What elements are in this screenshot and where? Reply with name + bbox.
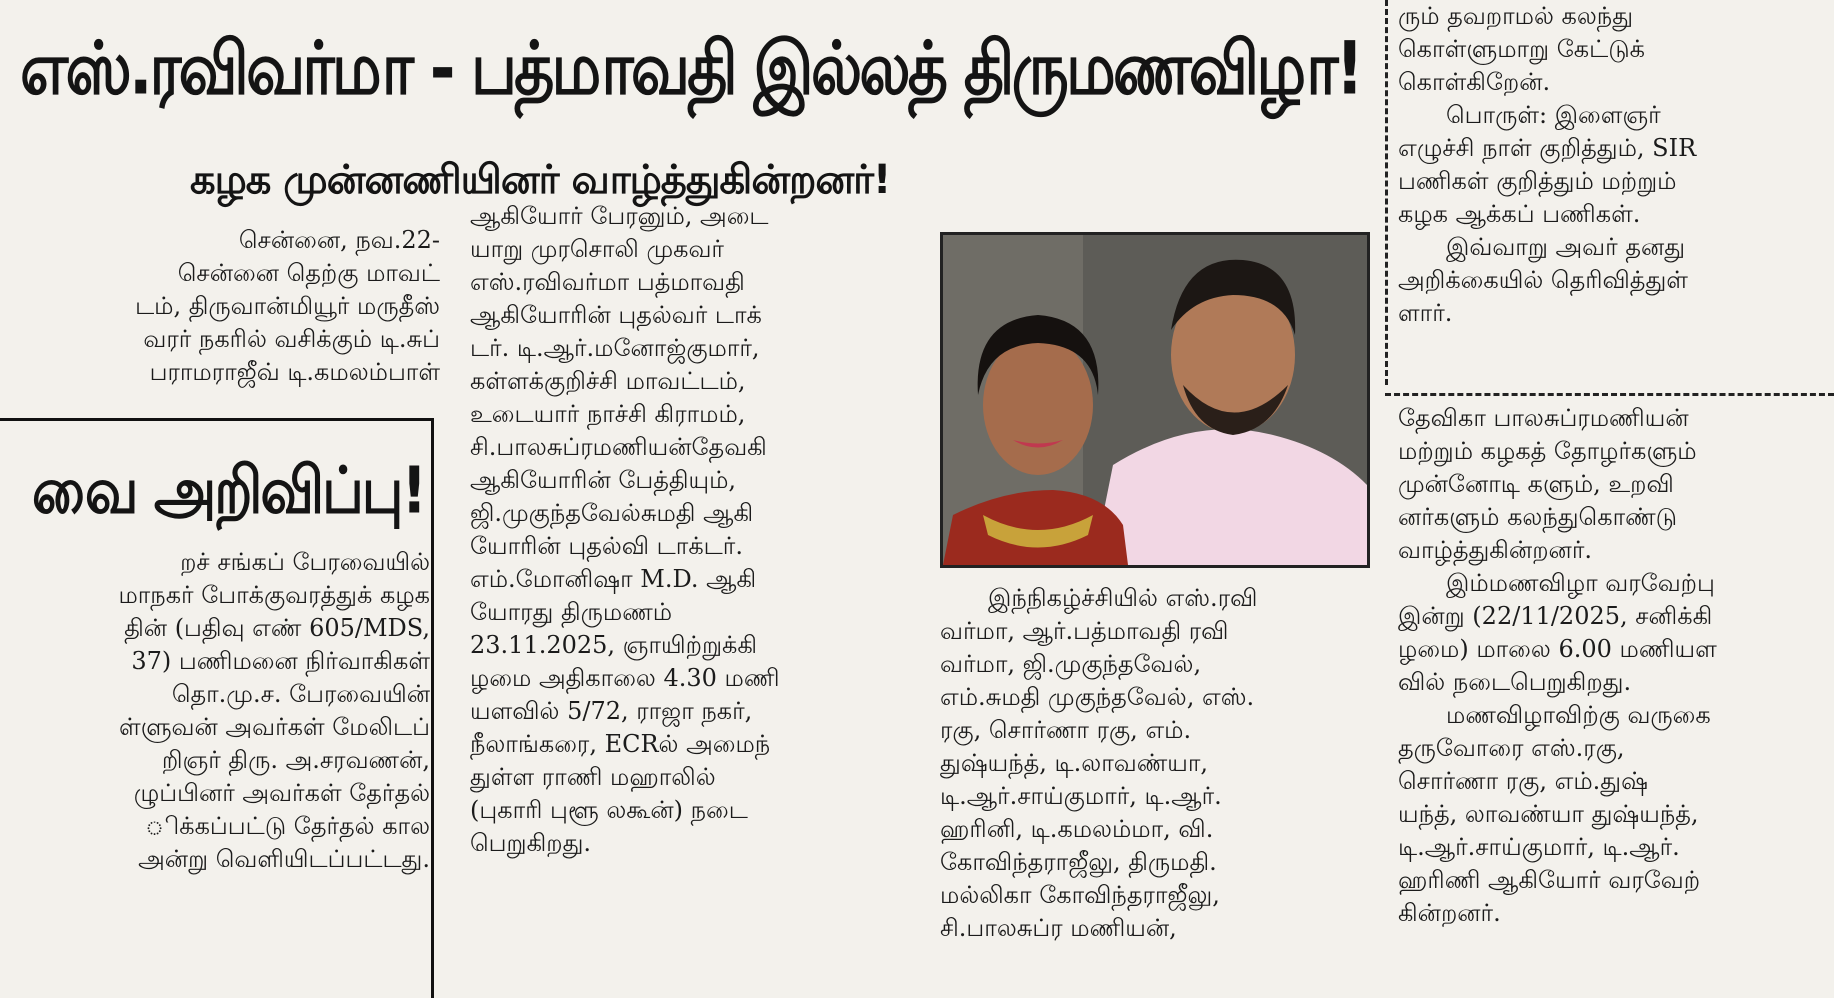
text-line: கள்ளக்குறிச்சி மாவட்டம், [470,367,746,395]
notice-body [0,546,430,876]
subheadline: கழக முன்னணியினர் வாழ்த்துகின்றனர்! [190,157,891,203]
text-line: யோரின் புதல்வி டாக்டர். [470,532,743,560]
notice-line: அன்று வெளியிடப்பட்டது. [138,845,430,873]
text-line: ழமை) மாலை 6.00 மணியள [1398,635,1717,663]
text-line: (புகாரி புளூ லகூன்) நடை [470,796,748,824]
text-line: யோரது திருமணம் [470,598,673,626]
text-line: னர்களும் கலந்துகொண்டு [1398,503,1678,531]
text-line: ஹரிணி ஆகியோர் வரவேற் [1398,866,1701,894]
text-line: ரகு, சொர்ணா ரகு, எம். [940,716,1192,744]
text-line: வர்மா, ஜி.முகுந்தவேல், [940,650,1202,678]
text-line: சி.பாலசுப்ரமணியன்தேவகி [470,433,767,461]
article-column-4 [1398,402,1834,930]
couple-photo [940,232,1370,568]
notice-line: மாநகர் போக்குவரத்துக் கழக [118,581,430,609]
text-line: மல்லிகா கோவிந்தராஜீலு, [940,881,1220,909]
text-line: தருவோரை எஸ்.ரகு, [1398,734,1625,762]
box-article-text [1398,0,1834,330]
text-line: ழமை அதிகாலை 4.30 மணி [470,664,780,692]
notice-line: 37) பணிமனை நிர்வாகிகள் [131,647,430,675]
text-line: யாறு முரசொலி முகவர் [470,235,724,263]
text-line: பணிகள் குறித்தும் மற்றும் [1398,167,1677,195]
text-line: டி.ஆர்.சாய்குமார், டி.ஆர். [1398,833,1680,861]
notice-line: ள்ளுவன் அவர்கள் மேலிடப் [118,713,430,741]
text-line: எம்.சுமதி முகுந்தவேல், எஸ். [940,683,1255,711]
notice-line: றிஞர் திரு. அ.சரவணன், [161,746,430,774]
box-divider-vertical [1385,0,1388,385]
text-line: சொர்ணா ரகு, எம்.துஷ் [1398,767,1648,795]
text-line: இன்று (22/11/2025, சனிக்கி [1398,602,1713,630]
text-line: பொருள்: இளைஞர் [1446,101,1661,129]
text-line: இவ்வாறு அவர் தனது [1446,233,1686,261]
text-line: மற்றும் கழகத் தோழர்களும் [1398,437,1697,465]
notice-line: தொ.மு.ச. பேரவையின் [171,680,430,708]
headline: எஸ்.ரவிவர்மா - பத்மாவதி இல்லத் திருமணவிழா! [20,25,1361,112]
text-line: இந்நிகழ்ச்சியில் எஸ்.ரவி [988,584,1258,612]
text-line: சி.பாலசுப்ர மணியன், [940,914,1177,942]
text-line: யளவில் 5/72, ராஜா நகர், [470,697,753,725]
text-line: பெறுகிறது. [470,829,592,857]
text-line: இம்மணவிழா வரவேற்பு [1446,569,1715,597]
article-column-3 [940,582,1370,945]
text-line: 23.11.2025, ஞாயிற்றுக்கி [470,631,758,659]
text-line: பராமராஜீவ் டி.கமலம்பாள் [149,358,440,386]
text-line: நீலாங்கரை, ECRல் அமைந் [470,730,771,758]
text-line: வில் நடைபெறுகிறது. [1398,668,1632,696]
text-line: கோவிந்தராஜீலு, திருமதி. [940,848,1217,876]
text-line: வாழ்த்துகின்றனர். [1398,536,1592,564]
text-line: டம், திருவான்மியூர் மருதீஸ் [135,292,440,320]
text-line: கழக ஆக்கப் பணிகள். [1398,200,1641,228]
text-line: கொள்ளுமாறு கேட்டுக் [1398,35,1645,63]
text-line: ளார். [1398,299,1453,327]
text-line: சென்னை தெற்கு மாவட் [177,259,440,287]
text-line: டர். டி.ஆர்.மனோஜ்குமார், [470,334,760,362]
text-line: தேவிகா பாலசுப்ரமணியன் [1398,404,1689,432]
text-line: யந்த், லாவண்யா துஷ்யந்த், [1398,800,1699,828]
text-line: ஜி.முகுந்தவேல்சுமதி ஆகி [470,499,754,527]
text-line: உடையார் நாச்சி கிராமம், [470,400,746,428]
text-line: கொள்கிறேன். [1398,68,1551,96]
notice-line: றச் சங்கப் பேரவையில் [180,548,430,576]
text-line: ஆகியோரின் பேத்தியும், [470,466,737,494]
notice-line: ிக்கப்பட்டு தேர்தல் கால [145,812,430,840]
text-line: கின்றனர். [1398,899,1501,927]
text-line: மணவிழாவிற்கு வருகை [1446,701,1711,729]
article-column-1 [0,224,440,389]
notice-line: தின் (பதிவு எண் 605/MDS, [124,614,430,642]
notice-title: வை அறிவிப்பு! [31,453,425,529]
text-line: எம்.மோனிஷா M.D. ஆகி [470,565,757,593]
text-line: வரர் நகரில் வசிக்கும் டி.சுப் [143,325,440,353]
text-line: வர்மா, ஆர்.பத்மாவதி ரவி [940,617,1229,645]
text-line: ஹரினி, டி.கமலம்மா, வி. [940,815,1214,843]
text-line: துஷ்யந்த், டி.லாவண்யா, [940,749,1208,777]
text-line: எஸ்.ரவிவர்மா பத்மாவதி [470,268,745,296]
text-line: ரும் தவறாமல் கலந்து [1398,2,1634,30]
text-line: துள்ள ராணி மஹாலில் [470,763,716,791]
text-line: எழுச்சி நாள் குறித்தும், SIR [1398,134,1697,162]
article-column-2 [470,200,910,860]
text-line: ஆகியோரின் புதல்வர் டாக் [470,301,762,329]
couple-photo-illustration [943,235,1367,565]
notice-line: ழுப்பினர் அவர்கள் தேர்தல் [133,779,430,807]
text-line: முன்னோடி களும், உறவி [1398,470,1674,498]
text-line: ஆகியோர் பேரனும், அடை [470,202,769,230]
text-line: டி.ஆர்.சாய்குமார், டி.ஆர். [940,782,1222,810]
box-divider-horizontal [1385,393,1834,396]
dateline: சென்னை, நவ.22- [238,226,440,254]
text-line: அறிக்கையில் தெரிவித்துள் [1398,266,1688,294]
